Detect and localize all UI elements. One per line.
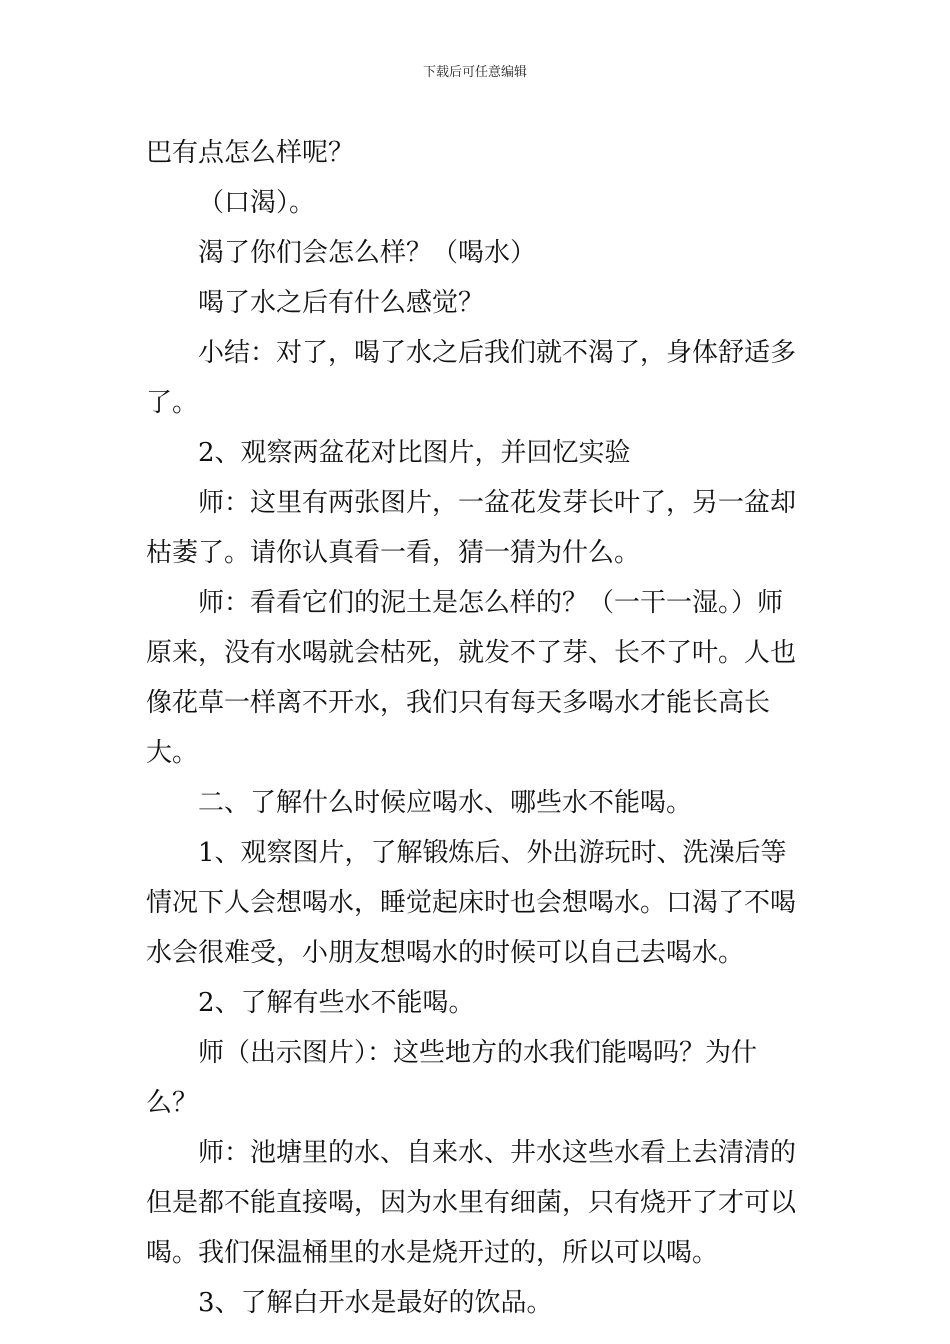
paragraph: 师（出示图片）：这些地方的水我们能喝吗？为什么？ xyxy=(146,1038,758,1118)
paragraph: 二、了解什么时候应喝水、哪些水不能喝。 xyxy=(198,788,693,818)
paragraph: 2、了解有些水不能喝。 xyxy=(198,988,475,1018)
paragraph: 喝了水之后有什么感觉？ xyxy=(198,288,485,318)
paragraph: 3、了解白开水是最好的饮品。 xyxy=(198,1288,553,1318)
paragraph: 师：看看它们的泥土是怎么样的？（一干一湿。）师原来，没有水喝就会枯死，就发不了芽、长不了叶。人也像花草一样离不开水，我们只有每天多喝水才能长高长大。 xyxy=(146,588,797,768)
paragraph: 2、观察两盆花对比图片，并回忆实验 xyxy=(198,438,631,468)
paragraph: 师：这里有两张图片，一盆花发芽长叶了，另一盆却枯萎了。请你认真看一看，猜一猜为什么。 xyxy=(146,488,797,568)
page-header: 下载后可任意编辑 xyxy=(422,65,527,80)
paragraph: 1、观察图片，了解锻炼后、外出游玩时、洗澡后等情况下人会想喝水，睡觉起床时也会想喝水。口渴了不喝水会很难受，小朋友想喝水的时候可以自己去喝水。 xyxy=(146,838,797,968)
paragraph: 小结：对了，喝了水之后我们就不渴了，身体舒适多了。 xyxy=(146,338,797,418)
document-body xyxy=(146,128,806,1328)
paragraph: 巴有点怎么样呢？ xyxy=(146,138,355,168)
paragraph: 师：池塘里的水、自来水、井水这些水看上去清清的但是都不能直接喝，因为水里有细菌，只有烧开了才可以喝。我们保温桶里的水是烧开过的，所以可以喝。 xyxy=(146,1138,797,1268)
paragraph: （口渴）。 xyxy=(198,188,316,218)
paragraph: 渴了你们会怎么样？（喝水） xyxy=(198,238,537,268)
